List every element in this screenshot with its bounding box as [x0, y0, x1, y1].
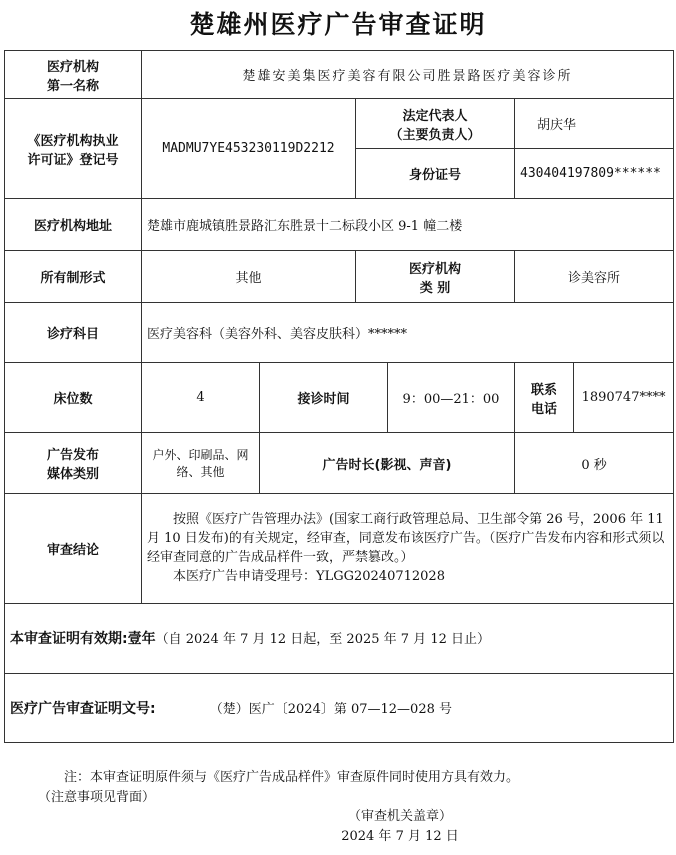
conclusion-text: 按照《医疗广告管理办法》(国家工商行政管理总局、卫生部令第 26 号，2006 年 11 月 10 日发布)的有关规定，经审查，同意发布该医疗广告。（医疗广告发布内容和形式须以经审查同意的广告成品样件一致，严禁篡改。）	[147, 512, 665, 566]
value-doc-no: （楚）医广〔2024〕第 07—12—028 号	[209, 701, 452, 717]
row-departments	[5, 303, 674, 363]
label-departments: 诊疗科目	[5, 303, 142, 363]
value-license: MADMU7YE453230119D2212	[142, 99, 356, 199]
label-address: 医疗机构地址	[5, 199, 142, 251]
value-address: 楚雄市鹿城镇胜景路汇东胜景十二标段小区 9-1 幢二楼	[142, 199, 674, 251]
label-category: 医疗机构 类 别	[356, 251, 515, 303]
label-duration: 广告时长(影视、声音)	[260, 433, 515, 493]
label-validity: 本审查证明有效期:壹年	[10, 631, 156, 648]
row-doc-no	[5, 673, 674, 742]
label-hours: 接诊时间	[260, 363, 388, 433]
certificate-table	[4, 50, 674, 743]
issue-date: 2024 年 7 月 12 日	[341, 829, 459, 844]
row-license-legal	[5, 99, 674, 149]
value-phone: 1890747****	[574, 363, 674, 433]
value-conclusion	[142, 493, 674, 603]
row-institution-name	[5, 51, 674, 99]
footnote-line-1: 注：本审查证明原件须与《医疗广告成品样件》审查原件同时使用方具有效力。	[64, 770, 520, 785]
row-validity	[5, 603, 674, 673]
value-departments: 医疗美容科（美容外科、美容皮肤科）******	[142, 303, 674, 363]
label-id-card: 身份证号	[356, 149, 515, 199]
seal-text: （审查机关盖章）	[347, 809, 452, 824]
value-id-card: 430404197809******	[515, 149, 674, 199]
value-ownership: 其他	[142, 251, 356, 303]
value-institution-name: 楚雄安美集医疗美容有限公司胜景路医疗美容诊所	[142, 51, 674, 99]
label-legal-rep: 法定代表人 （主要负责人）	[356, 99, 515, 149]
label-doc-no: 医疗广告审查证明文号:	[10, 700, 156, 717]
doc-no-cell	[5, 673, 674, 742]
label-license: 《医疗机构执业 许可证》登记号	[5, 99, 142, 199]
signature-block	[300, 807, 500, 847]
value-hours: 9：00—21：00	[388, 363, 515, 433]
label-phone: 联系 电话	[515, 363, 574, 433]
label-institution-name: 医疗机构 第一名称	[5, 51, 142, 99]
value-category: 诊美容所	[515, 251, 674, 303]
value-legal-rep: 胡庆华	[515, 99, 674, 149]
conclusion-accept-no: 本医疗广告申请受理号：YLGG20240712028	[173, 569, 445, 585]
value-validity: （自 2024 年 7 月 12 日起，至 2025 年 7 月 12 日止）	[155, 632, 490, 648]
label-media: 广告发布 媒体类别	[5, 433, 142, 493]
validity-cell	[5, 603, 674, 673]
row-ownership-category	[5, 251, 674, 303]
row-media-duration	[5, 433, 674, 493]
footnote-line-2: （注意事项见背面）	[38, 790, 156, 805]
row-conclusion	[5, 493, 674, 603]
value-media: 户外、印刷品、网络、其他	[142, 433, 260, 493]
row-address	[5, 199, 674, 251]
label-conclusion: 审查结论	[5, 493, 142, 603]
footnote	[38, 768, 658, 808]
label-beds: 床位数	[5, 363, 142, 433]
value-beds: 4	[142, 363, 260, 433]
row-beds-hours-phone	[5, 363, 674, 433]
value-duration: 0 秒	[515, 433, 674, 493]
label-ownership: 所有制形式	[5, 251, 142, 303]
document-title: 楚雄州医疗广告审查证明	[189, 10, 487, 39]
